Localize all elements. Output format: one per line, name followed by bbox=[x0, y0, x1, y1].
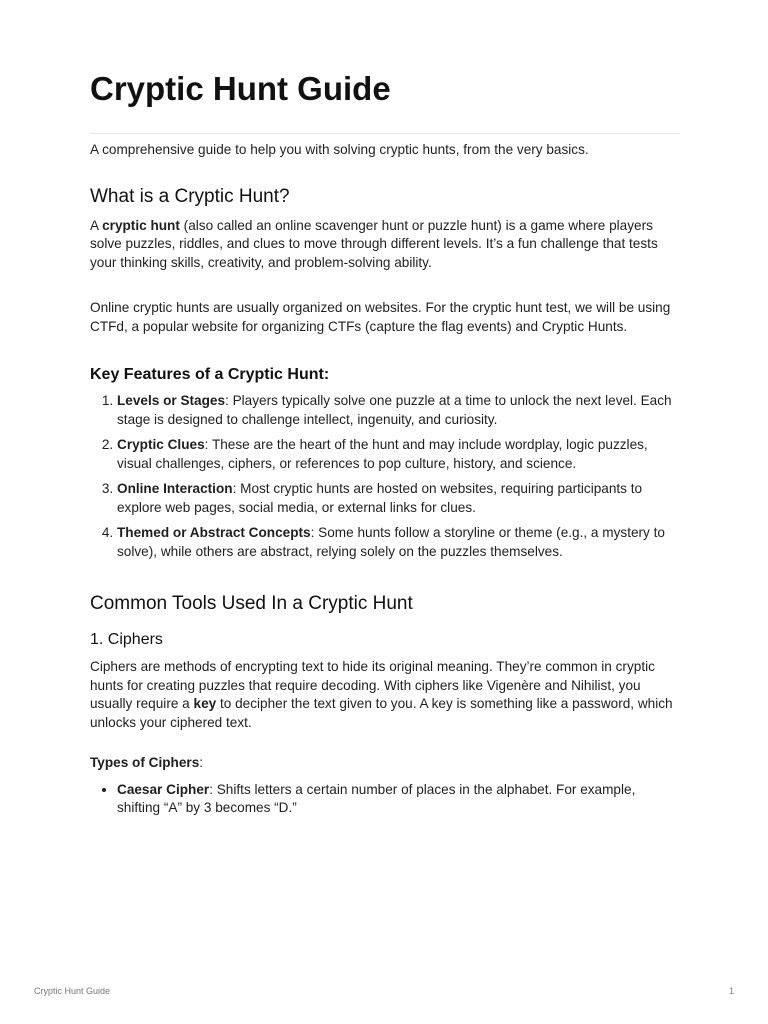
section-heading-key-features: Key Features of a Cryptic Hunt: bbox=[90, 366, 330, 383]
text-span: A bbox=[90, 217, 103, 233]
list-item bbox=[117, 480, 680, 517]
cipher-types-list bbox=[90, 781, 680, 818]
text-span: : Some hunts follow a storyline or theme (e.g., a mystery to solve), while others are abstract, relying solely on the puzzles themselves. bbox=[117, 525, 665, 559]
text-span: : These are the heart of the hunt and may include wordplay, logic puzzles, visual challenges, ciphers, or references to pop culture, history, and science. bbox=[117, 437, 648, 471]
bold-term: Online Interaction bbox=[117, 481, 233, 496]
section-heading-common-tools: Common Tools Used In a Cryptic Hunt bbox=[90, 593, 413, 614]
ciphers-paragraph bbox=[90, 658, 680, 732]
list-item bbox=[117, 524, 680, 561]
intro-paragraph: A comprehensive guide to help you with solving cryptic hunts, from the very basics. bbox=[90, 142, 589, 157]
bold-term: Themed or Abstract Concepts bbox=[117, 525, 311, 540]
footer-document-title: Cryptic Hunt Guide bbox=[34, 986, 111, 996]
footer-page-number: 1 bbox=[729, 986, 735, 996]
list-item bbox=[117, 781, 680, 818]
title-divider bbox=[90, 133, 680, 134]
bold-term: key bbox=[193, 696, 217, 711]
list-item bbox=[117, 392, 680, 429]
text-span: : bbox=[199, 755, 204, 770]
bold-term: Caesar Cipher bbox=[117, 781, 210, 797]
text-span: (also called an online scavenger hunt or puzzle hunt) is a game where players solve puzzles, riddles, and clues to move through different levels. It’s a fun challenge that tests your thinking skills, creativity, and problem-solving ability. bbox=[90, 217, 658, 270]
document-body bbox=[90, 141, 680, 818]
list-item bbox=[117, 436, 680, 473]
bold-term: Cryptic Clues bbox=[117, 437, 205, 452]
features-list bbox=[90, 392, 680, 561]
text-span: : Shifts letters a certain number of places in the alphabet. For example, shifting “A” by 3 becomes “D.” bbox=[117, 781, 636, 815]
page-title: Cryptic Hunt Guide bbox=[90, 70, 391, 107]
types-of-ciphers-label bbox=[90, 754, 680, 773]
text-span: to decipher the text given to you. A key is something like a password, which unlocks your ciphered text. bbox=[90, 696, 673, 730]
text-span: : Players typically solve one puzzle at a time to unlock the next level. Each stage is designed to challenge intellect, ingenuity, and curiosity. bbox=[117, 393, 672, 427]
bold-term: cryptic hunt bbox=[102, 217, 180, 233]
text-span: Ciphers are methods of encrypting text to hide its original meaning. They’re common in cryptic hunts for creating puzzles that require decoding. With ciphers like Vigenère and Nihilist, you usually require a bbox=[90, 659, 655, 711]
bold-term: Levels or Stages bbox=[117, 393, 226, 408]
section-heading-what-is: What is a Cryptic Hunt? bbox=[90, 185, 290, 207]
text-span: : Most cryptic hunts are hosted on websites, requiring participants to explore web pages, social media, or external links for clues. bbox=[117, 481, 643, 515]
subsection-heading-ciphers: 1. Ciphers bbox=[90, 631, 163, 648]
bold-term: Types of Ciphers bbox=[90, 755, 200, 770]
what-is-paragraph-2: Online cryptic hunts are usually organized on websites. For the cryptic hunt test, we will be using CTFd, a popular website for organizing CTFs (capture the flag events) and Cryptic Hunts. bbox=[90, 300, 671, 334]
what-is-paragraph-1 bbox=[90, 217, 680, 273]
